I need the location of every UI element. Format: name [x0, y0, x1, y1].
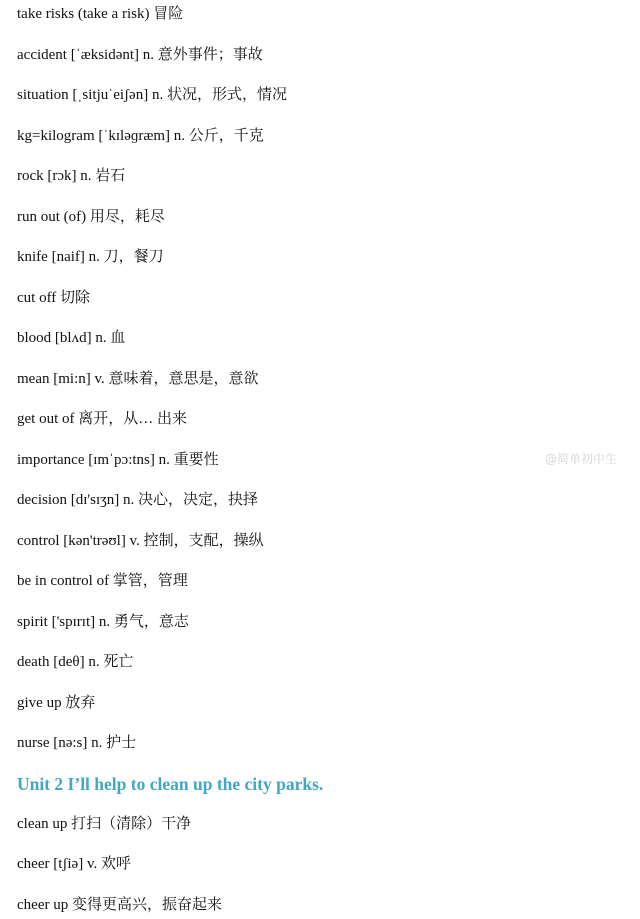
unit-heading: Unit 2 I’ll help to clean up the city parks. — [17, 774, 324, 794]
vocab-entry-give-up: give up 放弃 — [17, 695, 96, 711]
vocab-entry-knife: knife [naif] n. 刀，餐刀 — [17, 249, 164, 265]
vocab-entry-cut-off: cut off 切除 — [17, 290, 91, 306]
vocab-entry-death: death [deθ] n. 死亡 — [17, 654, 134, 670]
vocab-entry-run-out-of: run out (of) 用尽，耗尽 — [17, 209, 165, 225]
vocab-entry-control: control [kən'trəʊl] v. 控制，支配，操纵 — [17, 533, 264, 549]
vocab-entry-decision: decision [dɪ'sɪʒn] n. 决心，决定，抉择 — [17, 492, 259, 508]
vocab-entry-blood: blood [blʌd] n. 血 — [17, 330, 126, 346]
vocab-entry-spirit: spirit ['spɪrɪt] n. 勇气，意志 — [17, 614, 189, 630]
vocab-entry-cheer-up: cheer up 变得更高兴，振奋起来 — [17, 897, 222, 913]
vocab-entry-mean: mean [mi:n] v. 意味着，意思是，意欲 — [17, 371, 259, 387]
vocab-entry-rock: rock [rɔk] n. 岩石 — [17, 168, 126, 184]
vocab-entry-be-in-control-of: be in control of 掌管，管理 — [17, 573, 188, 589]
vocab-entry-kilogram: kg=kilogram [ˈkɪləɡræm] n. 公斤，千克 — [17, 128, 264, 144]
vocab-entry-clean-up: clean up 打扫（清除）干净 — [17, 816, 192, 832]
vocab-entry-get-out-of: get out of 离开，从… 出来 — [17, 411, 187, 427]
vocab-entry-take-risks: take risks (take a risk) 冒险 — [17, 6, 184, 22]
vocab-entry-accident: accident [ˈæksidənt] n. 意外事件；事故 — [17, 47, 263, 63]
vocab-entry-importance: importance [ɪmˈpɔ:tns] n. 重要性 — [17, 452, 219, 468]
vocab-entry-nurse: nurse [nə:s] n. 护士 — [17, 735, 137, 751]
watermark: @简单初中生 — [545, 452, 618, 466]
vocab-entry-cheer: cheer [tʃiə] v. 欢呼 — [17, 856, 131, 872]
vocab-entry-situation: situation [ˌsitjuˈeiʃən] n. 状况，形式，情况 — [17, 87, 287, 103]
